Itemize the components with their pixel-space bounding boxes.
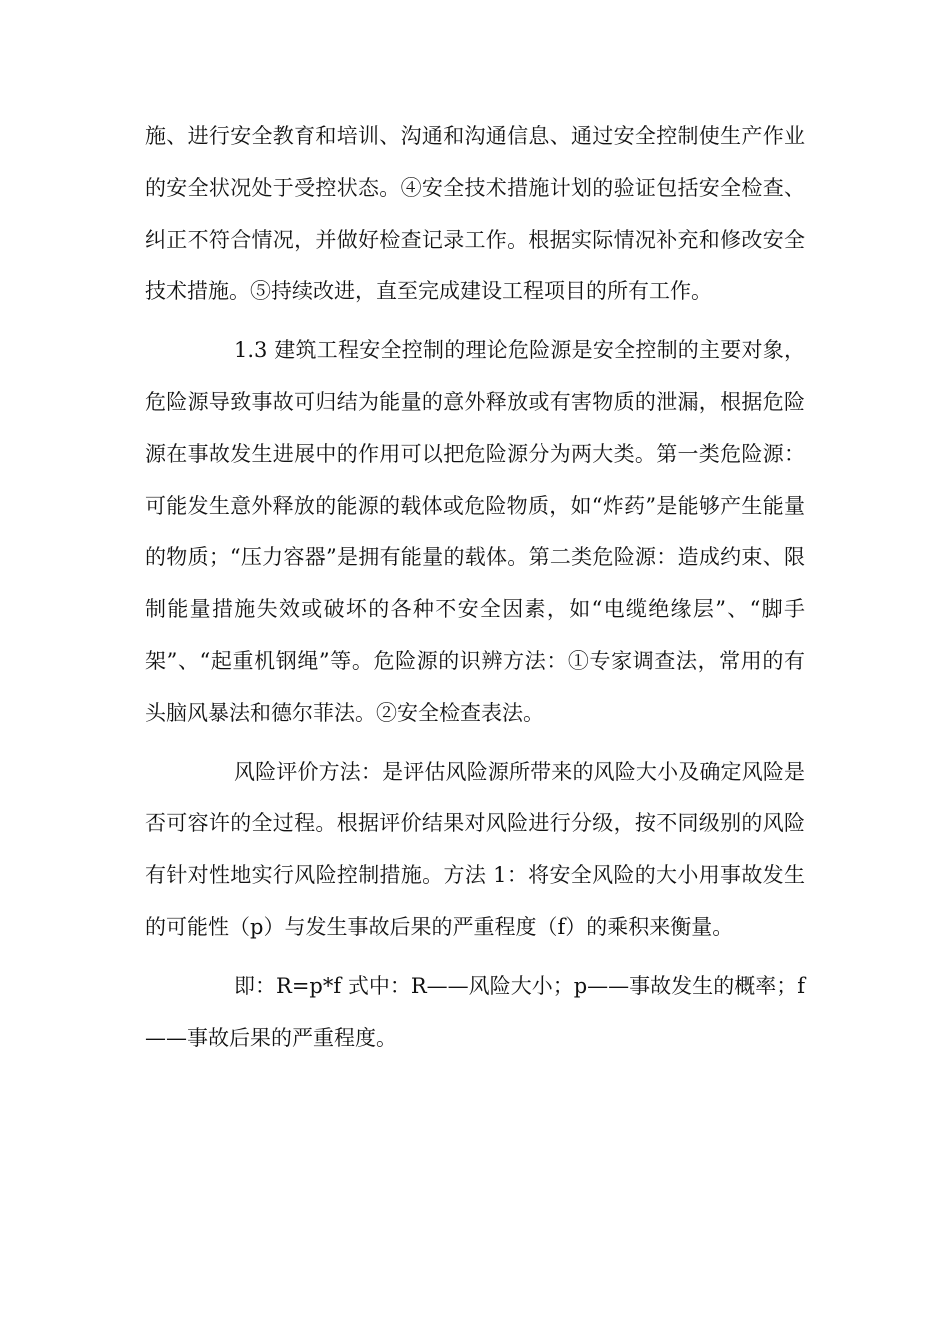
paragraph-hazard-sources: 1.3 建筑工程安全控制的理论危险源是安全控制的主要对象，危险源导致事故可归结为能量的意外释放或有害物质的泄漏，根据危险源在事故发生进展中的作用可以把危险源分为两大类。第一类危险源：可能发生意外释放的能源的载体或危险物质，如“炸药”是能够产生能量的物质；“压力容器”是拥有能量的载体。第二类危险源：造成约束、限制能量措施失效或破坏的各种不安全因素，如“电缆绝缘层”、“脚手架”、“起重机钢绳”等。危险源的识辨方法：①专家调查法，常用的有头脑风暴法和德尔菲法。②安全检查表法。 bbox=[145, 338, 805, 725]
paragraph-safety-measures: 施、进行安全教育和培训、沟通和沟通信息、通过安全控制使生产作业的安全状况处于受控状态。④安全技术措施计划的验证包括安全检查、纠正不符合情况，并做好检查记录工作。根据实际情况补充和修改安全技术措施。⑤持续改进，直至完成建设工程项目的所有工作。 bbox=[145, 124, 805, 304]
paragraph-risk-evaluation: 风险评价方法：是评估风险源所带来的风险大小及确定风险是否可容许的全过程。根据评价结果对风险进行分级，按不同级别的风险有针对性地实行风险控制措施。方法 1：将安全风险的大小用事故发生的可能性（p）与发生事故后果的严重程度（f）的乘积来衡量。 bbox=[145, 759, 805, 939]
document-body bbox=[145, 111, 805, 1064]
paragraph-risk-formula: 即：R=p*f 式中：R——风险大小；p——事故发生的概率；f——事故后果的严重程度。 bbox=[145, 973, 805, 1050]
